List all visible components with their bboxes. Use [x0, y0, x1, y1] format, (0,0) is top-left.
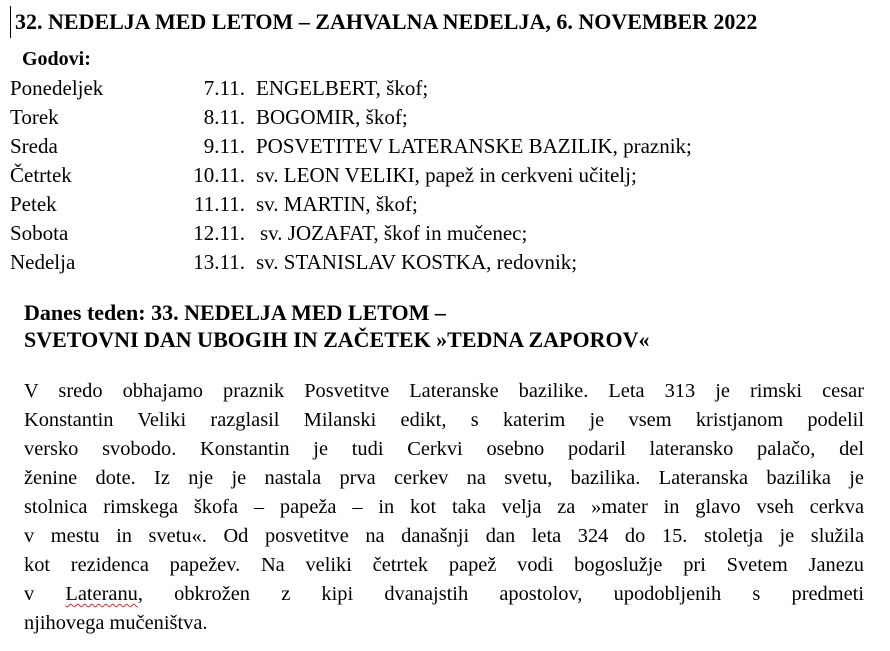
feast-date: 9.11.	[203, 134, 245, 158]
feast-name: POSVETITEV LATERANSKE BAZILIK, praznik;	[256, 134, 692, 158]
article-line: v mestu in svetu«. Od posvetitve na današnji dan leta 324 do 15. stoletja je služila	[24, 525, 864, 547]
feast-row-sobota	[10, 219, 790, 248]
article-text: v	[24, 583, 66, 605]
article-line: Konstantin Veliki razglasil Milanski edikt, s katerim je vsem kristjanom podelil	[24, 409, 864, 431]
feast-name: sv. JOZAFAT, škof in mučenec;	[260, 221, 528, 245]
feast-row-torek	[10, 103, 790, 132]
article-line: njihovega mučeništva.	[24, 612, 208, 634]
feast-day: Četrtek	[10, 163, 72, 187]
article-line: versko svobodo. Konstantin je tudi Cerkvi osebno podaril lateransko palačo, del	[24, 438, 864, 460]
feast-day: Ponedeljek	[10, 76, 104, 100]
feast-name: BOGOMIR, škof;	[256, 105, 408, 129]
spellcheck-marked-word[interactable]: Lateranu	[65, 583, 138, 605]
feast-date: 12.11.	[193, 221, 245, 245]
feast-date: 13.11.	[193, 250, 245, 274]
article-line: V sredo obhajamo praznik Posvetitve Lateranske bazilike. Leta 313 je rimski cesar	[24, 380, 864, 402]
feast-row-petek	[10, 190, 790, 219]
feast-row-sreda	[10, 132, 790, 161]
article-line: kot rezidenca papežev. Na veliki četrtek papež vodi bogoslužje pri Svetem Janezu	[24, 554, 864, 576]
article-line: ženine dote. Iz nje je nastala prva cerkev na svetu, bazilika. Lateranska bazilika je	[24, 467, 864, 489]
feast-row-ponedeljek	[10, 74, 790, 103]
page-title-text: 32. NEDELJA MED LETOM – ZAHVALNA NEDELJA, 6. NOVEMBER 2022	[15, 9, 758, 34]
article-body	[24, 377, 864, 638]
feast-name: sv. MARTIN, škof;	[256, 192, 418, 216]
page-title	[10, 6, 876, 38]
next-week-heading	[24, 299, 649, 353]
feast-day: Sreda	[10, 134, 58, 158]
feast-day: Sobota	[10, 221, 69, 245]
feast-day: Nedelja	[10, 250, 76, 274]
next-week-heading-line1: Danes teden: 33. NEDELJA MED LETOM –	[24, 300, 446, 325]
article-line: stolnica rimskega škofa – papeža – in kot taka velja za »mater in glavo vseh cerkva	[24, 496, 864, 518]
next-week-heading-line2: SVETOVNI DAN UBOGIH IN ZAČETEK »TEDNA ZAPOROV«	[24, 327, 650, 352]
feast-row-nedelja	[10, 248, 790, 277]
feasts-heading: Godovi:	[22, 48, 91, 70]
feast-list	[10, 74, 790, 277]
feast-row-cetrtek	[10, 161, 790, 190]
feast-name: sv. LEON VELIKI, papež in cerkveni učitelj;	[256, 163, 637, 187]
feast-date: 8.11.	[203, 105, 245, 129]
article-text: , obkrožen z kipi dvanajstih apostolov, upodobljenih s predmeti	[137, 583, 864, 605]
feast-name: ENGELBERT, škof;	[256, 76, 429, 100]
feast-day: Torek	[10, 105, 59, 129]
feast-name: sv. STANISLAV KOSTKA, redovnik;	[256, 250, 578, 274]
feast-date: 11.11.	[194, 192, 245, 216]
article-line	[24, 580, 864, 609]
feast-day: Petek	[10, 192, 57, 216]
feast-date: 10.11.	[193, 163, 245, 187]
feast-date: 7.11.	[203, 76, 245, 100]
